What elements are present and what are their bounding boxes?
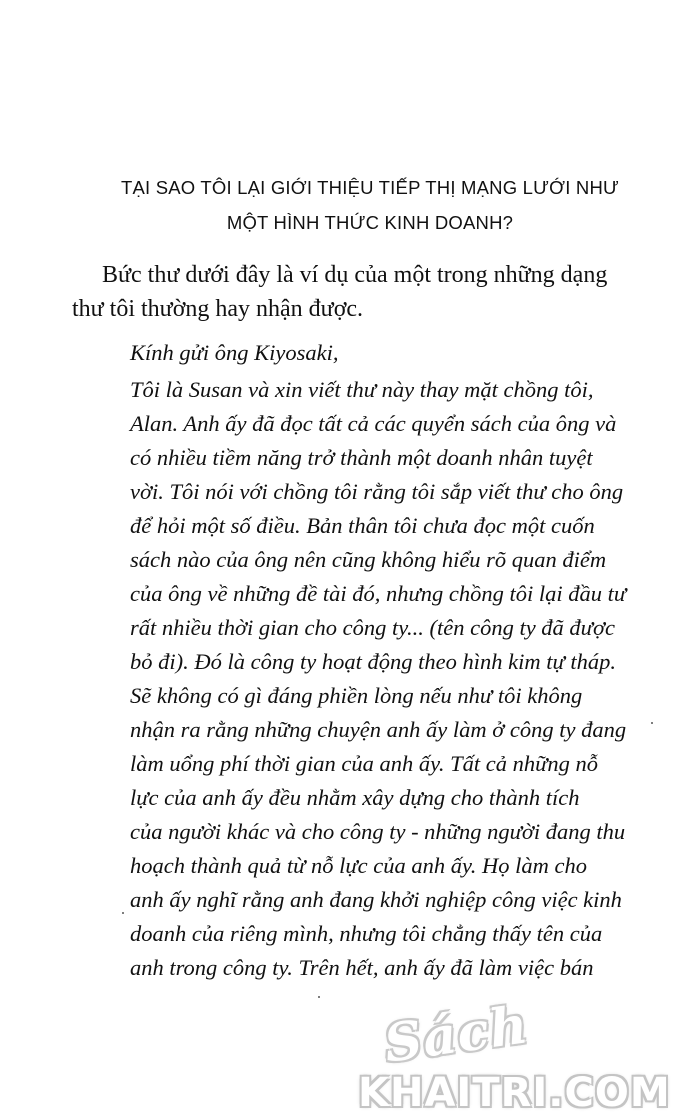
letter-line: sách nào của ông nên cũng không hiểu rõ quan điểm (130, 547, 607, 572)
letter-line: lực của anh ấy đều nhằm xây dựng cho thành tích (130, 785, 580, 810)
scan-speck (122, 912, 124, 914)
intro-line-2: thư tôi thường hay nhận được. (72, 296, 364, 322)
scan-speck (651, 722, 653, 724)
letter-line: của ông về những đề tài đó, nhưng chồng tôi lại đầu tư (130, 581, 627, 606)
scan-speck (318, 996, 320, 998)
letter-line: Alan. Anh ấy đã đọc tất cả các quyển sách của ông và (130, 411, 617, 436)
letter-line: vời. Tôi nói với chồng tôi rằng tôi sắp viết thư cho ông (130, 479, 624, 504)
letter-line: doanh của riêng mình, nhưng tôi chẳng thấy tên của (130, 921, 603, 946)
letter-line: của người khác và cho công ty - những người đang thu (130, 819, 626, 844)
watermark-logo (350, 994, 700, 1120)
letter-line: để hỏi một số điều. Bản thân tôi chưa đọc một cuốn (130, 513, 595, 538)
watermark-wordmark: KHAITRI.COM (358, 1070, 671, 1116)
watermark-script: Sách (380, 994, 533, 1075)
letter-line: bỏ đi). Đó là công ty hoạt động theo hình kim tự tháp. (130, 649, 616, 674)
letter-salutation: Kính gửi ông Kiyosaki, (130, 340, 339, 365)
letter-line: anh trong công ty. Trên hết, anh ấy đã làm việc bán (130, 955, 594, 980)
letter-line: có nhiều tiềm năng trở thành một doanh nhân tuyệt (130, 445, 593, 470)
letter-line: anh ấy nghĩ rằng anh đang khởi nghiệp công việc kinh (130, 887, 622, 912)
letter-line: Tôi là Susan và xin viết thư này thay mặt chồng tôi, (130, 377, 594, 402)
letter-line: rất nhiều thời gian cho công ty... (tên công ty đã được (130, 615, 615, 640)
intro-line-1: Bức thư dưới đây là ví dụ của một trong những dạng (102, 262, 608, 288)
chapter-heading-line-2: MỘT HÌNH THỨC KINH DOANH? (226, 212, 514, 233)
letter-line: Sẽ không có gì đáng phiền lòng nếu như tôi không (130, 683, 583, 708)
letter-line: hoạch thành quả từ nỗ lực của anh ấy. Họ làm cho (130, 853, 587, 878)
letter-line: làm uổng phí thời gian của anh ấy. Tất cả những nỗ (130, 751, 599, 776)
chapter-heading-line-1: TẠI SAO TÔI LẠI GIỚI THIỆU TIẾP THỊ MẠNG LƯỚI NHƯ (120, 177, 620, 198)
letter-line: nhận ra rằng những chuyện anh ấy làm ở công ty đang (130, 717, 627, 742)
